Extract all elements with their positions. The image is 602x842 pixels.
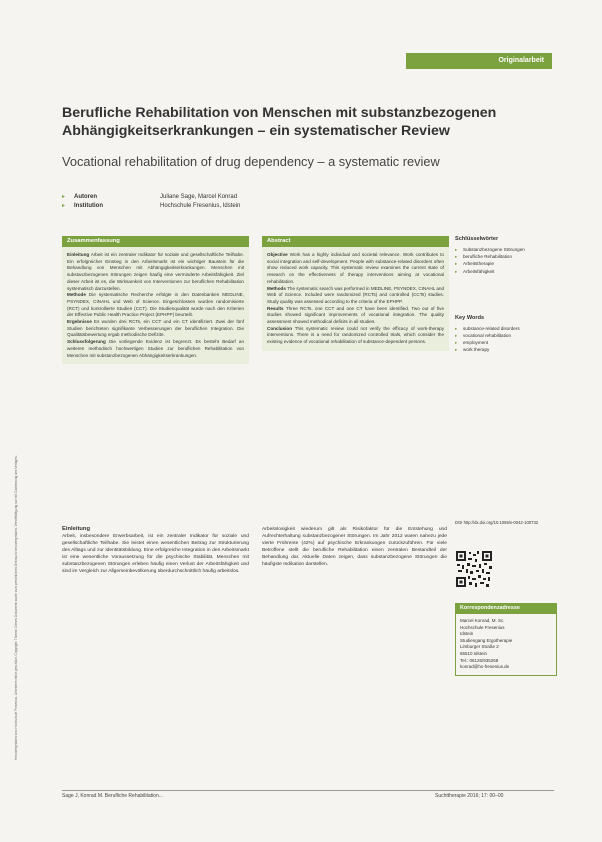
- bullet-icon: ▸: [455, 268, 458, 274]
- introduction-text: Arbeit, insbesondere Erwerbsarbeit, ist ein zentraler Indikator für soziale und gesellschaftliche Teilhabe. Sie leistet einen wesentlichen Beitrag zur Strukturierung des Alltags und zur Identitätsbildung. Eine erfolgreiche Integration in den Arbeitsmarkt ist eine wesentliche Voraussetzung für die psychische Stabilität. Menschen mit substanzbezogenen Störungen erleben häufig einen Verlust der Arbeitsfähigkeit und sind im Vergleich zur Allgemeinbevölkerung überdurchschnittlich häufig arbeitslos.: [62, 534, 249, 574]
- abstract-paragraph-text: The systematic search was performed in MEDLINE, PSYNDEX, CINAHL and Web of Science. Included were randomized (RCTs) and controlled (CCTs) studies. Study quality was assessed according to the criteria of the EPHPP.: [267, 285, 444, 304]
- side-margin-note: Heruntergeladen von: Hochschule Fresenius. Urheberrechtlich geschützt. Copyright: Thieme. Dieses Dokument wurde zum persönlichen Gebrauch heruntergeladen. Vervielfältigung nur mit Zustimmung des Verlages.: [14, 455, 18, 760]
- doi-text: DOI http://dx.doi.org/10.1055/s-0042-100732: [455, 520, 539, 525]
- meta-label: Autoren: [74, 194, 97, 200]
- abstract-paragraph-label: Ergebnisse: [67, 319, 92, 325]
- keyword-text: substance-related disorders: [463, 325, 520, 331]
- bullet-icon: ▸: [455, 247, 458, 252]
- abstract-paragraph-label: Methods: [267, 285, 286, 291]
- abstract-paragraph-text: Es wurden drei RCTs, ein CCT und ein CT identifiziert. Zwei der fünf Studien berichteten signifikante Verbesserungen der beruflichen Integration. Die Qualitätsbewertung ergab methodische Defizite.: [67, 319, 244, 338]
- abstract-german: [62, 236, 249, 364]
- abstract-paragraph: [267, 326, 444, 346]
- bullet-icon: ▸: [455, 325, 458, 331]
- meta-label: Institution: [74, 203, 103, 209]
- abstract-paragraph-label: Results: [267, 305, 284, 311]
- abstract-english-body: [262, 247, 449, 351]
- abstract-paragraph-text: Die vorliegende Evidenz ist begrenzt. Es besteht Bedarf an weiteren methodisch hochwertigen Studien zur beruflichen Rehabilitation von Menschen mit substanzbezogenen Abhängigkeitserkrankungen.: [67, 339, 244, 358]
- abstract-paragraph-text: This systematic review could not verify the efficacy of work-therapy interventions. There is a need for randomized controlled trials, which consider the existing evidence of vocational rehabilitation of substance-dependent persons.: [267, 325, 444, 345]
- meta-row: [62, 202, 240, 211]
- section-tag: Originalarbeit: [406, 53, 552, 69]
- footer-rule: [62, 790, 554, 791]
- keyword-item: [455, 339, 555, 346]
- correspondence-line: Hochschule Fresenius: [460, 624, 505, 630]
- abstract-paragraph-label: Schlussfolgerung: [67, 339, 106, 345]
- footer-journal: Suchttherapie 2016; 17: 00–00: [435, 793, 504, 799]
- keyword-item: [455, 332, 555, 339]
- keywords-english-heading: Key Words: [455, 314, 485, 321]
- correspondence-line: 65510 Idstein: [460, 650, 488, 656]
- correspondence-line: Tel.: 06126/935268: [460, 657, 499, 663]
- abstract-paragraph: [267, 252, 444, 286]
- abstract-paragraph-label: Conclusion: [267, 325, 293, 331]
- abstract-english-heading: Abstract: [262, 236, 449, 247]
- abstract-paragraph: [267, 306, 444, 326]
- keyword-item: [455, 268, 555, 275]
- abstract-german-heading: Zusammenfassung: [62, 236, 249, 247]
- keyword-text: work therapy: [463, 347, 490, 353]
- bullet-icon: ▸: [62, 203, 66, 209]
- keyword-item: [455, 260, 555, 267]
- abstract-paragraph-text: Arbeit ist ein zentraler Indikator für soziale und gesellschaftliche Teilhabe. Ein erfolgreicher Einstieg in den Arbeitsmarkt ist ein wichtiger Baustein für die Behandlung von Menschen mit Abhängigkeitserkrankungen. Menschen mit substanzbezogenen Störungen zeigen häufig eine verminderte Arbeitsfähigkeit. Ziel dieser Arbeit ist es, die Wirksamkeit von Interventionen zur beruflichen Rehabilitation systematisch darzustellen.: [67, 252, 244, 291]
- keyword-text: Arbeitsfähigkeit: [463, 268, 495, 274]
- abstract-german-body: [62, 247, 249, 364]
- title-english: Vocational rehabilitation of drug dependency – a systematic review: [62, 154, 440, 169]
- introduction-column-2: Arbeitslosigkeit wiederum gilt als Risikofaktor für die Entstehung und Aufrechterhaltung substanzbezogener Störungen. Im Jahr 2012 waren nahezu jede vierte Frührente (42%) auf psychische Erkrankungen zurückzuführen. Für viele Betroffene stellt die berufliche Rehabilitation einen zentralen Bestandteil der Behandlung dar. Aktuelle Daten zeigen, dass substanzbezogene Störungen die häufigste Indikation darstellen.: [262, 527, 447, 567]
- qr-code-icon: [455, 550, 493, 588]
- title-german: Berufliche Rehabilitation von Menschen mit substanzbezogenen Abhängigkeitserkrankungen – ein systematischer Review: [62, 105, 497, 139]
- footer-citation: Sage J, Konrad M. Berufliche Rehabilitation...: [62, 793, 163, 799]
- meta-value: Hochschule Fresenius, Idstein: [160, 203, 241, 209]
- abstract-paragraph: [67, 339, 244, 359]
- correspondence-line: Limburger Straße 2: [460, 644, 499, 650]
- bullet-icon: ▸: [455, 347, 458, 353]
- correspondence-heading: Korrespondenzadresse: [456, 603, 556, 614]
- author-meta: [62, 193, 240, 211]
- correspondence-line: Studiengang Ergotherapie: [460, 637, 513, 643]
- keyword-item: [455, 346, 555, 353]
- abstract-english: [262, 236, 449, 351]
- abstract-paragraph: [67, 319, 244, 339]
- keyword-item: [455, 325, 555, 332]
- keyword-item: [455, 253, 555, 260]
- bullet-icon: ▸: [455, 333, 458, 339]
- abstract-paragraph-text: Three RCTs, one CCT and one CT have been identified. Two out of five studies showed significant improvements of vocational integration. The quality assessment showed methodical deficits in all studies.: [267, 305, 444, 325]
- keyword-text: employment: [463, 340, 489, 346]
- keyword-item: [455, 246, 555, 253]
- abstract-paragraph-text: Work has a highly individual and societal relevance. Work contributes to social integration and self-development. People with substance-related disorders often show reduced work capacity. This systematic review examines the current state of research on the effectiveness of therapy interventions aiming at vocational rehabilitation.: [267, 252, 444, 284]
- keywords-german-heading: Schlüsselwörter: [455, 236, 499, 242]
- correspondence-line: konrad@hs-fresenius.de: [460, 664, 510, 670]
- introduction-column-1: [62, 526, 249, 575]
- correspondence-address: [456, 614, 556, 675]
- keyword-text: Arbeitstherapie: [463, 261, 494, 267]
- keywords-german: [455, 236, 555, 354]
- abstract-paragraph-text: Die systematische Recherche erfolgte in den Datenbanken MEDLINE, PSYNDEX, CINAHL und Web of Science. Eingeschlossen wurden randomisierte (RCT) und kontrollierte Studien (CCT). Die Studienqualität wurde nach den Kriterien der Effective Public Health Practice Project (EPHPP) beurteilt.: [67, 292, 244, 318]
- correspondence-line: Marcel Konrad, M. Sc.: [460, 618, 505, 623]
- bullet-icon: ▸: [455, 261, 458, 267]
- keyword-text: berufliche Rehabilitation: [463, 254, 513, 260]
- meta-value: Juliane Sage, Marcel Konrad: [160, 194, 238, 200]
- abstract-paragraph: [67, 292, 244, 319]
- introduction-heading: Einleitung: [62, 526, 91, 532]
- correspondence-line: Idstein: [460, 631, 474, 637]
- abstract-paragraph: [267, 286, 444, 306]
- abstract-paragraph: [67, 252, 244, 292]
- bullet-icon: ▸: [455, 340, 458, 346]
- keyword-text: Substanzbezogene Störungen: [463, 247, 525, 252]
- abstract-paragraph-label: Methode: [67, 292, 86, 298]
- correspondence-box: [455, 603, 557, 676]
- keyword-text: vocational rehabilitation: [463, 333, 512, 339]
- abstract-paragraph-label: Objective: [267, 252, 288, 257]
- abstract-paragraph-label: Einleitung: [67, 252, 90, 257]
- meta-row: [62, 193, 240, 202]
- bullet-icon: ▸: [62, 194, 66, 200]
- bullet-icon: ▸: [455, 254, 458, 260]
